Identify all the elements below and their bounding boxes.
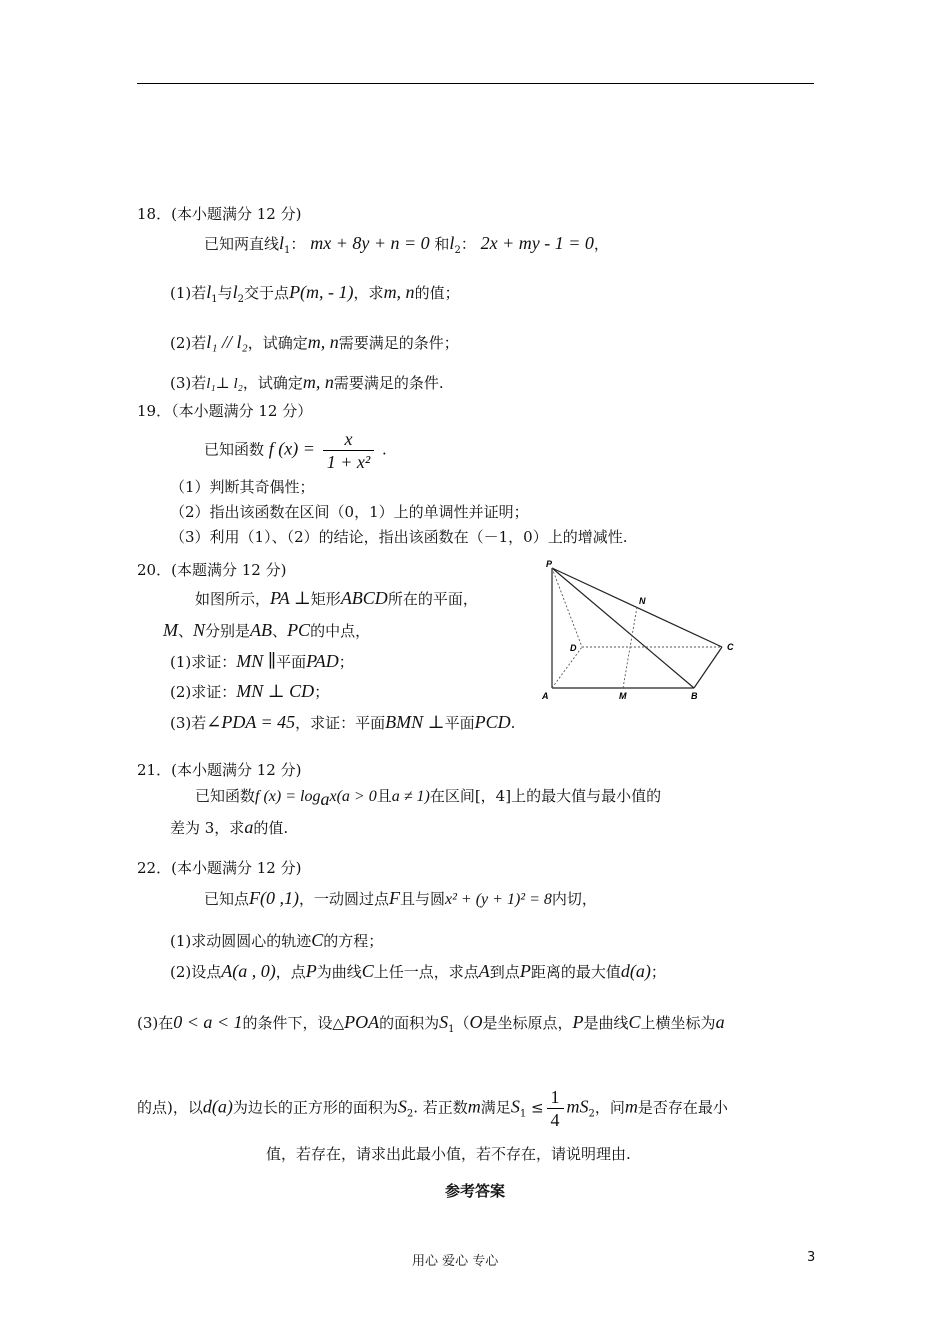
q22-part2: (2)设点A(a , 0)，点P为曲线C上任一点，求点A到点P距离的最大值d(a)； — [170, 961, 666, 981]
q21-header: 21．(本小题满分 12 分) — [137, 761, 302, 779]
q18-part2: (2)若l₁ // l₂，试确定m, n需要满足的条件； — [170, 332, 459, 352]
q22-fraction: $\frac{1}{4}$ — [547, 1086, 564, 1131]
edge-BC — [694, 647, 722, 688]
q22-given: 已知点F(0 ,1)，一动圆过点F且与圆x² + (y + 1)² = 8内切， — [204, 888, 597, 908]
q20-line1: 如图所示，PA ⊥矩形ABCD所在的平面， — [195, 588, 478, 608]
q20-line2: M、N分别是AB、PC的中点， — [163, 620, 371, 640]
q21-line2: 差为 3，求a的值. — [170, 817, 289, 837]
q20-part1: (1)求证：MN ∥平面PAD； — [170, 651, 354, 671]
q19-part3: （3）利用（1）、（2）的结论，指出该函数在（－1，0）上的增减性. — [170, 528, 628, 546]
q18-part3: (3)若l₁⊥ l₂，试确定m, n需要满足的条件. — [170, 372, 444, 392]
label-N: N — [639, 596, 646, 606]
q18-part1: (1)若$l_1$与$l_2$交于点P(m, - 1)，求m, n的值； — [170, 282, 460, 305]
label-B: B — [691, 691, 698, 701]
q20-part2: (2)求证：MN ⊥ CD； — [170, 681, 330, 701]
q20-part3: (3)若∠PDA = 45，求证：平面BMN ⊥平面PCD. — [170, 712, 516, 732]
segment-MN — [623, 607, 637, 688]
label-C: C — [727, 642, 734, 652]
q19-header: 19．（本小题满分 12 分） — [137, 402, 313, 420]
pyramid-figure — [540, 558, 740, 706]
header-rule — [137, 83, 814, 84]
label-M: M — [619, 691, 627, 701]
q22-part1: (1)求动圆圆心的轨迹C的方程； — [170, 930, 384, 950]
q20-header: 20．(本题满分 12 分) — [137, 561, 287, 579]
q22-part3-cont: 的点)，以d(a)为边长的正方形的面积为$S_2$. 若正数m满足$S_1$ ≤ $\frac{1}{4}$ $mS_2$，问m是否存在最小 — [137, 1087, 728, 1130]
q19-given: 已知函数 f (x) = $\frac{x}{\text{1 + x²}}$ . — [204, 429, 387, 472]
q22-header: 22．(本小题满分 12 分) — [137, 859, 302, 877]
label-A: A — [542, 691, 549, 701]
q19-part2: （2）指出该函数在区间（0，1）上的单调性并证明； — [170, 503, 529, 521]
q21-given: 已知函数f $(x) = \log_ax(a > 0$且a ≠ 1)在区间[，4]上的最大值与最小值的 — [195, 787, 662, 809]
footer-slogan: 用心 爱心 专心 — [412, 1254, 499, 1269]
q18-header: 18．(本小题满分 12 分) — [137, 205, 302, 223]
q22-part3: (3)在0 < a < 1的条件下，设△POA的面积为$S_1(O$是坐标原点，P是曲线C上横坐标为a — [137, 1012, 725, 1035]
q19-fraction: $\frac{x}{\text{1 + x²}}$ — [323, 428, 375, 473]
edge-AD — [552, 647, 582, 688]
q18-given: 已知两直线$l_1$： mx + 8y + n = 0 和$l_2$： 2x + my - 1 = 0， — [204, 233, 609, 256]
page-number: 3 — [807, 1250, 816, 1265]
q22-part3-end: 值，若存在，请求出此最小值，若不存在，请说明理由. — [266, 1145, 631, 1163]
label-P: P — [546, 559, 553, 569]
edge-PB — [552, 568, 694, 688]
q19-part1: （1）判断其奇偶性； — [170, 478, 315, 496]
answer-heading: 参考答案 — [444, 1182, 505, 1200]
label-D: D — [570, 643, 577, 653]
